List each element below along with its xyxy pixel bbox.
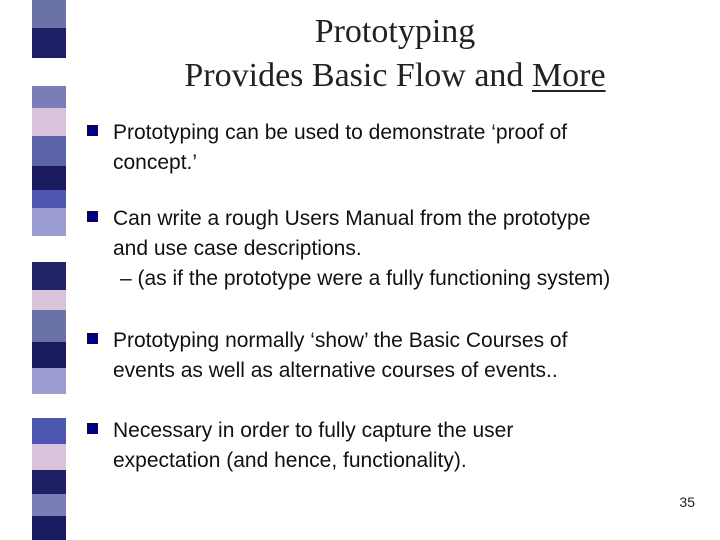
bullet-text: [113, 326, 704, 386]
strip-block: [32, 262, 66, 290]
square-bullet-icon: [87, 423, 98, 434]
title-line-1: Prototyping: [314, 13, 476, 50]
bullet-item: [84, 204, 704, 294]
strip-block: [32, 108, 66, 136]
slide-title: [95, 10, 695, 98]
square-bullet-icon: [87, 211, 98, 222]
sub-bullet-text: – (as if the prototype were a fully functioning system): [120, 267, 611, 290]
title-line-2: [95, 54, 695, 98]
strip-block: [32, 208, 66, 236]
strip-block: [32, 494, 66, 516]
strip-block: [32, 166, 66, 190]
bullet-line: and use case descriptions.: [113, 237, 362, 260]
title-underlined-word: More: [531, 57, 606, 94]
strip-block: [32, 418, 66, 444]
decorative-side-strip: [32, 0, 66, 540]
strip-block: [32, 136, 66, 166]
strip-block: [32, 236, 66, 262]
strip-block: [32, 444, 66, 470]
bullet-line: Prototyping can be used to demonstrate ‘proof of: [113, 121, 568, 144]
bullet-text: [113, 416, 704, 476]
page-number: 35: [679, 494, 695, 510]
square-bullet-icon: [87, 125, 98, 136]
bullet-item: [84, 118, 704, 178]
bullet-line: events as well as alternative courses of events..: [113, 359, 558, 382]
strip-block: [32, 190, 66, 208]
bullet-text: [113, 204, 704, 264]
title-line-2-text: Provides Basic Flow and: [184, 57, 532, 94]
strip-block: [32, 0, 66, 28]
strip-block: [32, 470, 66, 494]
bullet-item: [84, 416, 704, 476]
bullet-line: expectation (and hence, functionality).: [113, 449, 467, 472]
strip-block: [32, 86, 66, 108]
square-bullet-icon: [87, 333, 98, 344]
bullet-text: [113, 118, 704, 178]
bullet-line: Can write a rough Users Manual from the prototype: [113, 207, 591, 230]
strip-block: [32, 342, 66, 368]
strip-block: [32, 368, 66, 394]
strip-block: [32, 516, 66, 540]
strip-block: [32, 28, 66, 58]
bullet-item: [84, 326, 704, 386]
strip-block: [32, 58, 66, 86]
strip-block: [32, 290, 66, 310]
bullet-line: Necessary in order to fully capture the user: [113, 419, 514, 442]
bullet-line: concept.’: [113, 151, 198, 174]
bullet-line: Prototyping normally ‘show’ the Basic Courses of: [113, 329, 568, 352]
strip-block: [32, 310, 66, 342]
strip-block: [32, 394, 66, 418]
